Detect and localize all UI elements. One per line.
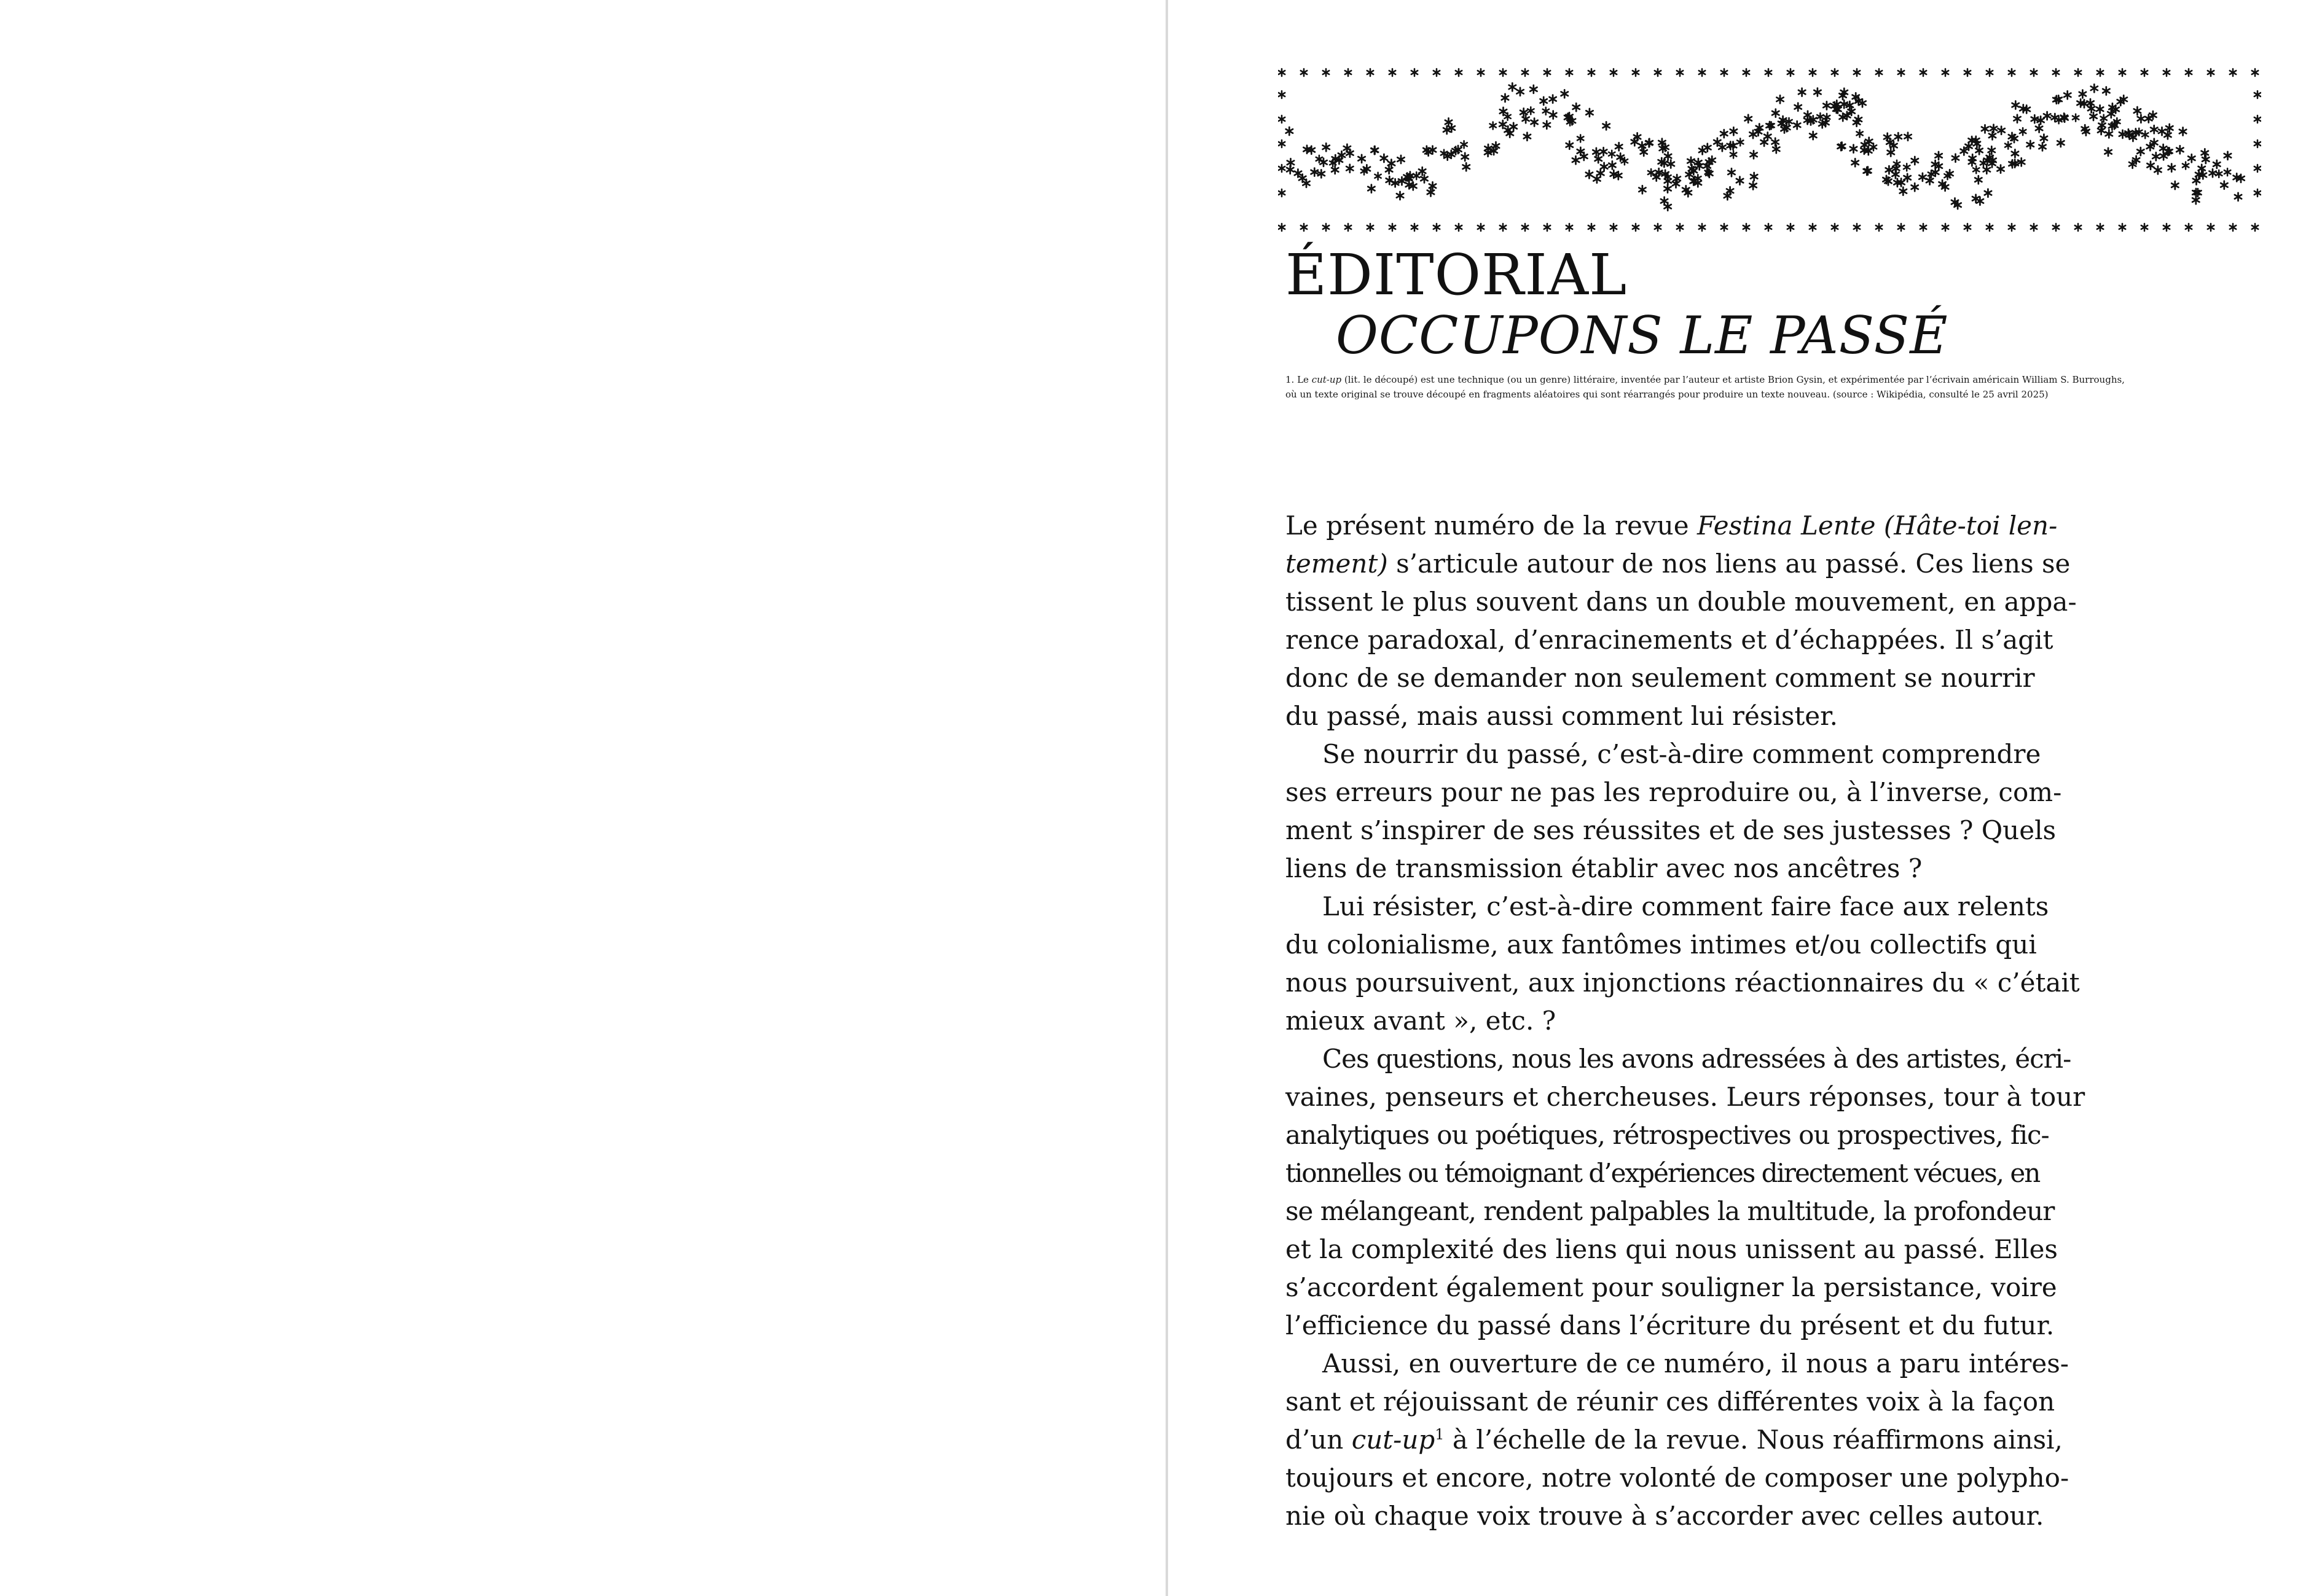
body-line: vaines, penseurs et chercheuses. Leurs réponses, tour à tour [1285,1082,2085,1112]
body-line: Lui résister, c’est-à-dire comment faire face aux relents [1322,891,2049,921]
body-line: du passé, mais aussi comment lui résister. [1285,701,1838,731]
body-line: sant et réjouissant de réunir ces différentes voix à la façon [1285,1387,2055,1417]
footnote-line-2: où un texte original se trouve découpé en fragments aléatoires qui sont réarrangés pour produire un texte nouveau. (source : Wikipédia, consulté le 25 avril 2025) [1285,389,2049,400]
body-line: tissent le plus souvent dans un double mouvement, en appa- [1285,587,2077,617]
page-gutter [1166,0,1168,1596]
body-line: tionnelles ou témoignant d’expériences directement vécues, en [1285,1158,2040,1188]
body-line: mieux avant », etc. ? [1285,1006,1556,1036]
body-line: liens de transmission établir avec nos ancêtres ? [1285,853,1923,883]
footnote-line-1: 1. Le cut-up (lit. le découpé) est une technique (ou un genre) littéraire, inventée par l’auteur et artiste Brion Gysin, et expérimentée par l’écrivain américain William S. Burroughs, [1285,374,2125,385]
editorial-body [1285,507,2109,1535]
body-line: Ces questions, nous les avons adressées à des artistes, écri- [1322,1044,2071,1074]
body-line: Se nourrir du passé, c’est-à-dire comment comprendre [1322,739,2041,769]
body-line: Aussi, en ouverture de ce numéro, il nous a paru intéres- [1322,1348,2069,1379]
page-title: ÉDITORIAL [1285,242,1628,308]
page-subtitle: OCCUPONS LE PASSÉ [1336,305,1948,366]
body-line: s’accordent également pour souligner la persistance, voire [1285,1272,2057,1302]
body-line: nous poursuivent, aux injonctions réactionnaires du « c’était [1285,968,2080,998]
body-line: d’un cut-$up^1$ à l’échelle de la revue. Nous réaffirmons ainsi, [1285,1425,2063,1455]
asterisk-pattern-graphic [1278,66,2261,238]
editorial-heading [1285,243,2281,364]
body-line: tement) s’articule autour de nos liens au passé. Ces liens se [1285,549,2071,579]
body-line: ses erreurs pour ne pas les reproduire ou, à l’inverse, com- [1285,777,2062,807]
body-line: rence paradoxal, d’enracinements et d’échappées. Il s’agit [1285,625,2053,655]
body-line: analytiques ou poétiques, rétrospectives ou prospectives, fic- [1285,1120,2049,1150]
body-line: se mélangeant, rendent palpables la multitude, la profondeur [1285,1196,2055,1226]
body-line: et la complexité des liens qui nous unissent au passé. Elles [1285,1234,2058,1264]
body-line: Le présent numéro de la revue Festina Lente (Hâte-toi len- [1285,510,2058,541]
body-line: ment s’inspirer de ses réussites et de ses justesses ? Quels [1285,815,2057,845]
body-line: nie où chaque voix trouve à s’accorder avec celles autour. [1285,1501,2044,1531]
body-line: donc de se demander non seulement comment se nourrir [1285,663,2035,693]
body-line: toujours et encore, notre volonté de composer une polypho- [1285,1463,2069,1493]
body-line: du colonialisme, aux fantômes intimes et/ou collectifs qui [1285,929,2037,960]
body-line: l’efficience du passé dans l’écriture du présent et du futur. [1285,1310,2055,1340]
star-ornament-band [1278,66,2261,238]
footnote [1285,372,2269,402]
